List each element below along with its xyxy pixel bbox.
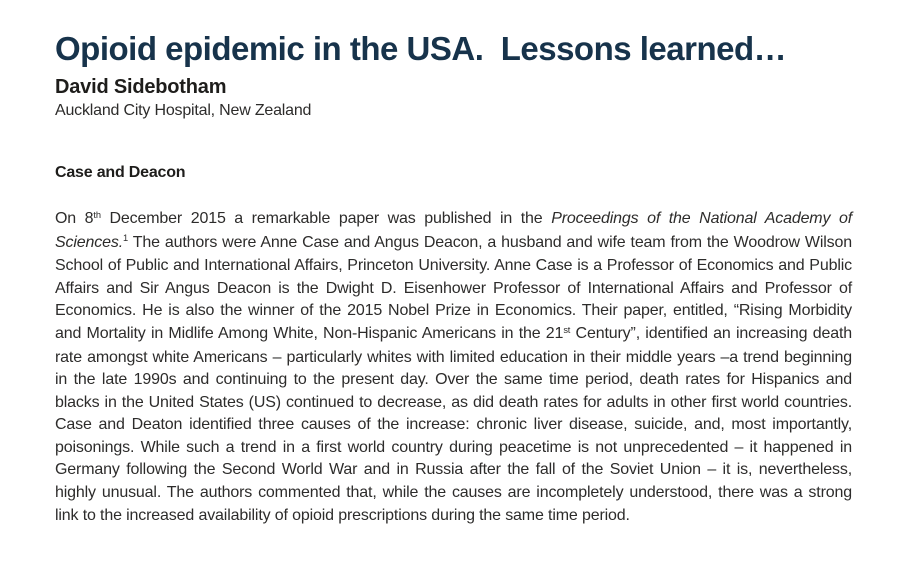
- paragraph-segment: Proceedings of the National Academy of Sciences.: [55, 209, 853, 251]
- section-heading: Case and Deacon: [55, 163, 186, 181]
- page-title: Opioid epidemic in the USA. Lessons learned…: [55, 30, 787, 67]
- body-paragraph: [55, 208, 852, 527]
- author-affiliation: Auckland City Hospital, New Zealand: [55, 101, 312, 119]
- paragraph-segment: st: [563, 324, 571, 335]
- paragraph-segment: The authors were Anne Case and Angus Deacon, a husband and wife team from the Woodrow Wilson School of Public and International Affairs, Princeton University. Anne Case is a Professor of Economics and Public Affairs and Sir Angus Deacon is the Dwight D. Eisenhower Professor of International Affairs and Professor of Economics. He is also the winner of the 2015 Nobel Prize in Economics. Their paper, entitled, “Rising Morbidity and Mortality in Midlife Among White, Non-Hispanic Americans in the 21: [55, 233, 852, 342]
- author-name: David Sidebotham: [55, 75, 227, 98]
- paragraph-segment: December 2015 a remarkable paper was published in the: [100, 209, 552, 227]
- paragraph-segment: th: [93, 209, 101, 220]
- paragraph-segment: 1: [123, 233, 129, 244]
- paragraph-segment: Century”, identified an increasing death rate amongst white Americans – particularly whites with limited education in their middle years –a trend beginning in the late 1990s and continuing to the present day. Over the same time period, death rates for Hispanics and blacks in the United States (US) continued to decrease, as did death rates for adults in other first world countries. Case and Deaton identified three causes of the increase: chronic liver disease, suicide, and, most importantly, poisonings. While such a trend in a first world country during peacetime is not unprecedented – it happened in Germany following the Second World War and in Russia after the fall of the Soviet Union – it is, nevertheless, highly unusual. The authors commented that, while the causes are incompletely understood, there was a strong link to the increased availability of opioid prescriptions during the same time period.: [55, 324, 852, 524]
- paragraph-segment: On 8: [55, 209, 94, 227]
